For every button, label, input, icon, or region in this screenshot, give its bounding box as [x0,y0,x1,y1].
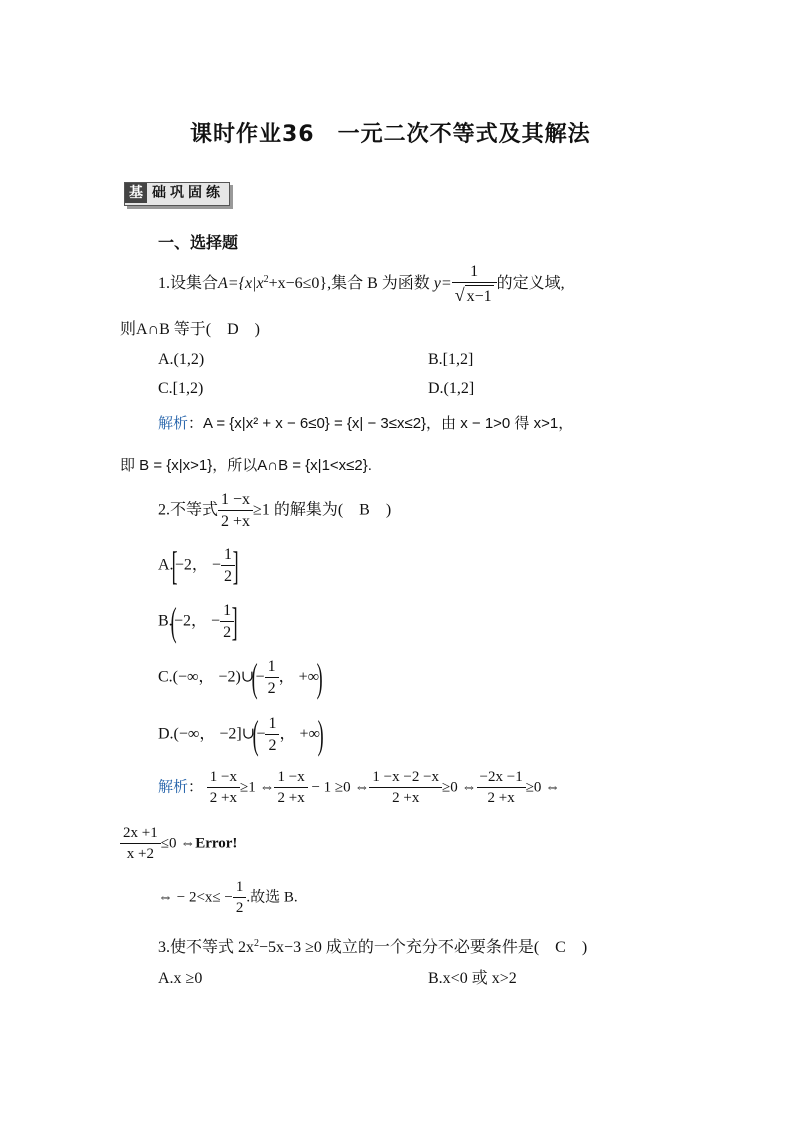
q1-stem: 1.设集合$A=\{x|x^2+x-6\le 0\}$,集合 B 为函数 y= $\frac{1}{√ x-1}$ 的定义域, [158,263,565,305]
q1-solution-line2: 即 B = {x|x>1}，所以A∩B = {x|1<x≤2}. [120,457,372,474]
q1-solution-line1: 解析：A = {x|x² + x − 6≤0} = {x| − 3≤x≤2}，由 x − 1>0 得 x>1， [158,415,574,432]
q1-post: 的定义域, [496,275,565,293]
section-heading: 一、选择题 [158,233,239,252]
q2-option-b: B.(−2， − $\frac{1}{2}$ ] [158,599,238,644]
q2-solution-line2: $\frac{2x +1}{x +2}$ ≤0 ⇔Error! [120,826,237,862]
q3-option-a: A.x ≥0 [158,970,203,987]
q2-option-c: C.(−∞， −2)∪(− $\frac{1}{2}$ ， +∞) [158,655,323,700]
q2-solution-line3: ⇔ − 2<x≤ − $\frac{1}{2}$ .故选 B. [158,879,298,916]
q1-solution-label: 解析 [158,415,189,432]
q2-option-d: D.(−∞， −2]∪(− $\frac{1}{2}$ ， +∞) [158,712,324,757]
q2-option-a: A.[−2， − $\frac{1}{2}$ ] [158,543,239,588]
q2-stem: 2.不等式 $\frac{1 -x}{2 +x}$ ≥1 的解集为( B ) [158,491,392,530]
q1-option-d: D.(1,2] [428,380,475,397]
q2-fraction: $\frac{1 -x}{2 +x}$ [218,492,253,530]
q2-solution-line1: 解析： $\frac{1 -x}{2 +x}$ ≥1 ⇔ $\frac{1 -x}{2 +x}$ − 1 ≥0 ⇔ $\frac{1 -x -2 -x}{2 +x}$ ≥0 ⇔ $\frac{-2x -1}{2 +x}$ ≥0 ⇔ [158,769,561,806]
q1-line2: 则A∩B 等于( D ) [120,321,260,338]
q1-mid: ,集合 B 为函数 [327,275,430,293]
badge-key: 基 [125,183,147,203]
page-title: 课时作业36 一元二次不等式及其解法 [190,122,591,147]
q1-pre: 1.设集合 [158,275,219,293]
badge-text: 础巩固练 [152,185,224,201]
q1-set-rest: +x−6≤0} [268,275,328,293]
q1-option-b: B.[1,2] [428,351,474,368]
q1-option-a: A.(1,2) [158,351,205,368]
q1-set: A={x|x [218,275,264,293]
q3-stem: 3.使不等式 $2x^2-5x-3 \ge 0$ 成立的一个充分不必要条件是( C ) [158,938,588,956]
section-badge [124,182,230,206]
q1-fraction: $\frac{1}{√ x-1}$ [452,264,497,305]
q1-yeq: y= [433,275,452,293]
q1-option-c: C.[1,2) [158,380,204,397]
q3-option-b: B.x<0 或 x>2 [428,970,517,987]
error-text: Error! [195,835,238,852]
q2-solution-label: 解析 [158,778,189,796]
